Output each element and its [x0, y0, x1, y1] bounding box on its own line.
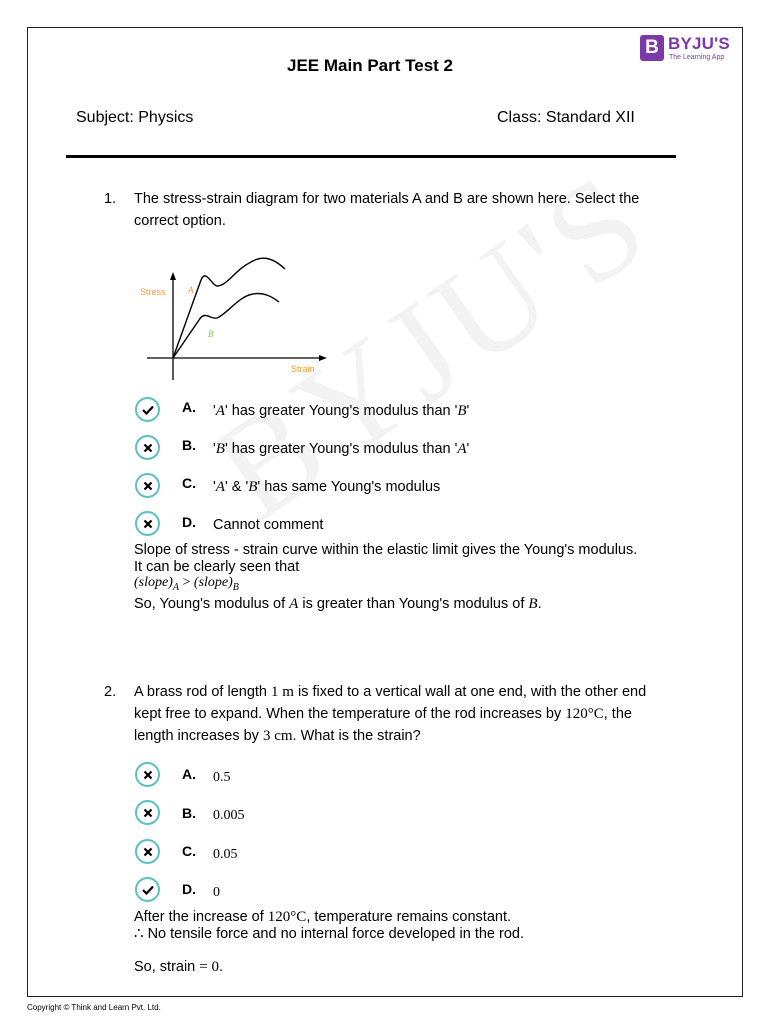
q2-option-b-text: 0.005	[213, 808, 245, 823]
q1-explanation-conclusion: So, Young's modulus of A is greater than Young's modulus of B.	[134, 596, 542, 613]
q2-text: A brass rod of length 1 m is fixed to a vertical wall at one end, with the other end kept free to expand. When the temperature of the rod increases by 120°C, the length increases by 3 cm. What is the strain?	[134, 684, 647, 744]
q2-explanation-line2: ∴ No tensile force and no internal force developed in the rod.	[134, 925, 525, 942]
q1-option-d-letter: D.	[182, 514, 196, 530]
q2-option-a-text: 0.5	[213, 770, 231, 785]
q1-option-d-cross-icon	[135, 511, 160, 536]
header-divider	[66, 155, 676, 158]
subject-label: Subject: Physics	[76, 109, 194, 126]
q2-option-d-check-icon	[135, 877, 160, 902]
q1-explanation-formula: $(slope)_A$ > $(slope)_B$	[134, 575, 239, 593]
q1-option-a-text: 'A' has greater Young's modulus than 'B'	[213, 403, 470, 419]
curve-a-label: A	[188, 285, 194, 295]
curve-b-label: B	[208, 329, 214, 339]
q2-option-c-letter: C.	[182, 843, 196, 859]
q2-explanation-conclusion: So, strain = 0.	[134, 959, 224, 975]
q1-option-c-letter: C.	[182, 475, 196, 491]
stress-axis-label: Stress	[140, 287, 166, 297]
q2-number: 2.	[104, 684, 117, 700]
q2-option-b-cross-icon	[135, 800, 160, 825]
q2-option-d-text: 0	[213, 885, 220, 900]
x-axis-arrow	[319, 355, 327, 361]
logo-tagline: The Learning App	[669, 54, 725, 61]
y-axis-arrow	[170, 272, 176, 280]
q1-option-c-cross-icon	[135, 473, 160, 498]
q1-explanation-line2: It can be clearly seen that	[134, 558, 300, 575]
q2-option-d-letter: D.	[182, 881, 196, 897]
q2-option-a-cross-icon	[135, 762, 160, 787]
copyright-footer: Copyright © Think and Learn Pvt. Ltd.	[27, 1003, 161, 1012]
q1-option-a-check-icon	[135, 397, 160, 422]
q1-option-b-cross-icon	[135, 435, 160, 460]
curve-a	[173, 258, 285, 358]
q1-text: The stress-strain diagram for two materials A and B are shown here. Select the correct option.	[134, 191, 640, 229]
q1-option-d-text: Cannot comment	[213, 517, 324, 533]
q1-option-c-text: 'A' & 'B' has same Young's modulus	[213, 479, 441, 495]
q1-option-a-letter: A.	[182, 399, 196, 415]
q2-explanation-line1: After the increase of 120°C, temperature remains constant.	[134, 909, 512, 925]
stress-strain-diagram	[135, 248, 335, 383]
q2-explanation	[134, 909, 654, 976]
strain-axis-label: Strain	[291, 364, 315, 374]
class-label: Class: Standard XII	[497, 109, 635, 126]
logo-name: BYJU'S	[668, 34, 730, 53]
q1-option-b-letter: B.	[182, 437, 196, 453]
q2-option-c-cross-icon	[135, 839, 160, 864]
q1-number: 1.	[104, 191, 117, 207]
q1-explanation-line1: Slope of stress - strain curve within the elastic limit gives the Young's modulus.	[134, 542, 638, 558]
q2-option-a-letter: A.	[182, 766, 196, 782]
curve-b	[173, 293, 279, 358]
q1-explanation	[134, 542, 654, 613]
q1-option-b-text: 'B' has greater Young's modulus than 'A'	[213, 441, 470, 457]
q2-option-b-letter: B.	[182, 805, 196, 821]
q2-option-c-text: 0.05	[213, 847, 238, 862]
logo-mark: B	[640, 35, 664, 61]
page-title: JEE Main Part Test 2	[287, 56, 453, 75]
